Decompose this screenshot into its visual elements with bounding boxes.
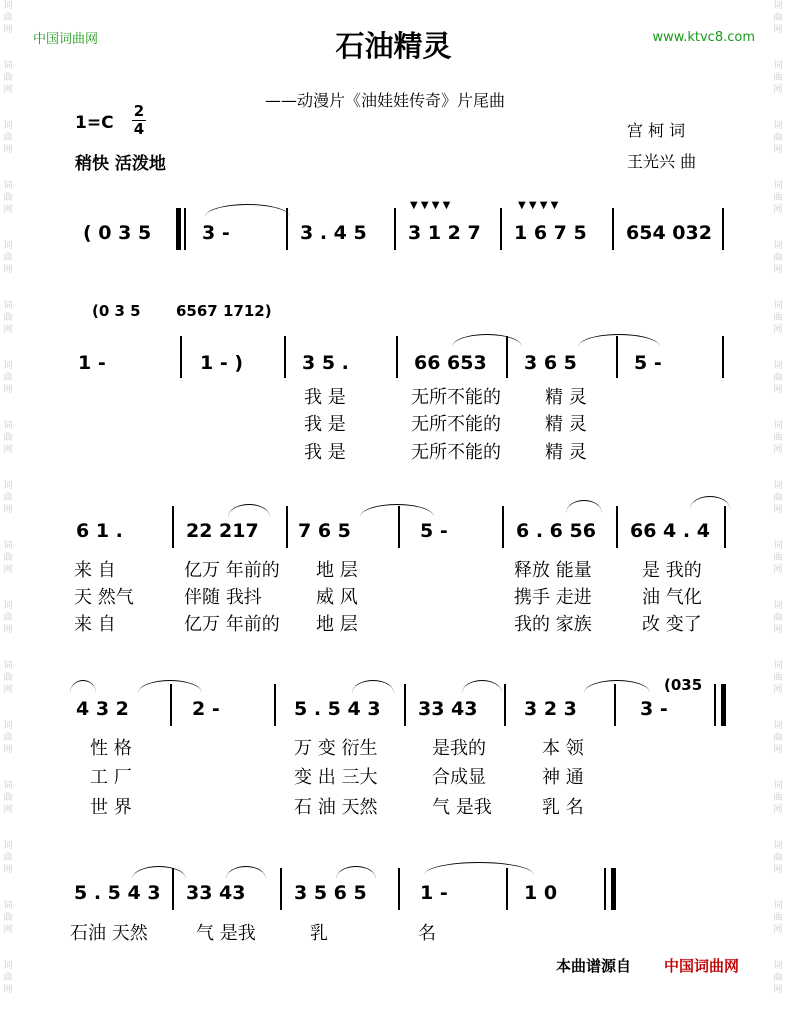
lyric-row-3-3c: 地 层	[316, 614, 358, 635]
watermark-char: 词	[773, 61, 783, 71]
barline	[724, 506, 726, 548]
key-signature: 1=C	[75, 113, 114, 133]
measure-5-1: 5 . 5 4 3	[74, 882, 161, 904]
watermark-char: 曲	[773, 493, 783, 503]
watermark-char: 曲	[773, 253, 783, 263]
watermark-gap	[772, 696, 784, 720]
watermark-char: 词	[773, 541, 783, 551]
time-top: 2	[133, 102, 145, 120]
watermark-char: 词	[773, 181, 783, 191]
watermark-char: 曲	[3, 613, 13, 623]
watermark-char: 曲	[3, 13, 13, 23]
barline	[506, 336, 508, 378]
lyric-row-4-2a: 工 厂	[90, 767, 132, 788]
watermark-gap	[2, 336, 14, 360]
watermark-char: 词	[773, 121, 783, 131]
watermark-char: 网	[3, 745, 13, 755]
watermark-char: 曲	[3, 253, 13, 263]
watermark-char: 曲	[3, 973, 13, 983]
watermark-char: 词	[3, 121, 13, 131]
measure-3-2: 22 217	[186, 520, 259, 542]
watermark-char: 词	[773, 481, 783, 491]
watermark-char: 曲	[3, 733, 13, 743]
barline	[286, 506, 288, 548]
watermark-char: 曲	[3, 493, 13, 503]
site-name-left[interactable]: 中国词曲网	[33, 32, 99, 47]
barline	[502, 506, 504, 548]
watermark-char: 曲	[3, 673, 13, 683]
lyric-row-4-2d: 神 通	[542, 767, 584, 788]
watermark-gap	[2, 696, 14, 720]
lyric-row-2-3a: 我 是	[304, 442, 346, 463]
lyric-row-5-a: 石油 天然	[70, 923, 148, 944]
composer-credit: 王光兴 曲	[627, 152, 697, 171]
barline	[172, 506, 174, 548]
barline	[616, 506, 618, 548]
watermark-gap	[2, 996, 14, 1020]
measure-2-5: 3 6 5	[524, 352, 577, 374]
slur	[226, 866, 266, 879]
watermark-gap	[2, 636, 14, 660]
watermark-char: 词	[773, 1, 783, 11]
watermark-gap	[2, 816, 14, 840]
lyric-row-3-3e: 改 变了	[642, 614, 702, 635]
watermark-gap	[772, 936, 784, 960]
lyric-row-3-2b: 伴随 我抖	[184, 587, 262, 608]
slur	[452, 334, 522, 347]
watermark-gap	[772, 876, 784, 900]
watermark-gap	[772, 756, 784, 780]
watermark-gap	[2, 456, 14, 480]
barline	[612, 208, 614, 250]
watermark-char: 网	[3, 325, 13, 335]
watermark-char: 词	[3, 361, 13, 371]
lyric-row-3-2c: 威 风	[316, 587, 358, 608]
measure-2-6: 5 -	[634, 352, 662, 374]
measure-1-5: 654 032	[626, 222, 712, 244]
watermark-char: 网	[773, 565, 783, 575]
watermark-char: 词	[3, 961, 13, 971]
watermark-char: 网	[3, 805, 13, 815]
watermark-gap	[772, 276, 784, 300]
final-bar-thin	[604, 868, 606, 910]
barline	[616, 336, 618, 378]
measure-5-2: 33 43	[186, 882, 246, 904]
watermark-char: 曲	[3, 553, 13, 563]
slur	[424, 862, 534, 875]
measure-4-3: 5 . 5 4 3	[294, 698, 381, 720]
watermark-char: 词	[773, 301, 783, 311]
watermark-char: 曲	[3, 793, 13, 803]
barline	[170, 684, 172, 726]
watermark-char: 词	[3, 601, 13, 611]
watermark-char: 网	[773, 925, 783, 935]
lyric-row-2-3c: 精 灵	[545, 442, 587, 463]
watermark-char: 词	[3, 901, 13, 911]
footer-source-label: 本曲谱源自	[556, 957, 632, 975]
repeat-bar-thin	[184, 208, 186, 250]
measure-5-3: 3 5 6 5	[294, 882, 367, 904]
watermark-char: 词	[773, 661, 783, 671]
slur	[352, 680, 394, 693]
watermark-char: 网	[773, 265, 783, 275]
time-bottom: 4	[133, 120, 145, 138]
barline	[398, 868, 400, 910]
lyric-row-2-1a: 我 是	[304, 387, 346, 408]
watermark-char: 网	[3, 85, 13, 95]
barline	[284, 336, 286, 378]
watermark-char: 网	[773, 85, 783, 95]
watermark-char: 网	[773, 325, 783, 335]
watermark-char: 网	[3, 385, 13, 395]
watermark-char: 网	[773, 445, 783, 455]
watermark-char: 网	[773, 745, 783, 755]
measure-2-1: 1 -	[78, 352, 106, 374]
watermark-gap	[2, 756, 14, 780]
repeat-bar-end-thin	[714, 684, 716, 726]
lyric-row-4-1b: 万 变 衍生	[294, 738, 378, 759]
watermark-char: 词	[773, 841, 783, 851]
slur	[336, 866, 376, 879]
slur	[70, 680, 96, 693]
song-subtitle: ——动漫片《油娃娃传奇》片尾曲	[265, 91, 506, 110]
watermark-gap	[772, 156, 784, 180]
measure-1-2: 3 . 4 5	[300, 222, 367, 244]
lyric-row-2-1c: 精 灵	[545, 387, 587, 408]
measure-3-3: 7 6 5	[298, 520, 351, 542]
lyric-row-3-1c: 地 层	[316, 560, 358, 581]
instrumental-a: (0 3 5	[92, 302, 141, 320]
watermark-char: 词	[3, 661, 13, 671]
lyric-row-3-1b: 亿万 年前的	[184, 560, 280, 581]
watermark-char: 词	[773, 601, 783, 611]
watermark-char: 网	[773, 25, 783, 35]
watermark-char: 曲	[773, 433, 783, 443]
watermark-gap	[2, 396, 14, 420]
barline	[404, 684, 406, 726]
watermark-gap	[772, 816, 784, 840]
watermark-right	[772, 0, 784, 1020]
repeat-bar-start	[176, 208, 181, 250]
site-url-right[interactable]: www.ktvc8.com	[652, 30, 755, 45]
watermark-char: 词	[3, 241, 13, 251]
watermark-gap	[772, 576, 784, 600]
watermark-left	[2, 0, 14, 1020]
measure-3-1: 6 1 .	[76, 520, 123, 542]
slur	[132, 866, 186, 879]
watermark-gap	[772, 456, 784, 480]
tempo-marking: 稍快 活泼地	[75, 154, 166, 174]
watermark-char: 词	[3, 541, 13, 551]
measure-5-4: 1 -	[420, 882, 448, 904]
lyric-row-2-2c: 精 灵	[545, 414, 587, 435]
watermark-char: 曲	[773, 73, 783, 83]
watermark-char: 网	[773, 865, 783, 875]
lyric-row-3-2e: 油 气化	[642, 587, 702, 608]
lyric-row-3-3b: 亿万 年前的	[184, 614, 280, 635]
time-signature	[132, 103, 146, 138]
watermark-char: 网	[773, 505, 783, 515]
watermark-gap	[2, 96, 14, 120]
watermark-char: 词	[3, 61, 13, 71]
watermark-char: 曲	[3, 193, 13, 203]
measure-1-4: 1 6 7 5	[514, 222, 587, 244]
watermark-char: 曲	[3, 373, 13, 383]
watermark-gap	[772, 396, 784, 420]
lyric-row-3-3d: 我的 家族	[514, 614, 592, 635]
watermark-char: 词	[3, 181, 13, 191]
lyric-row-4-3a: 世 界	[90, 797, 132, 818]
watermark-char: 网	[773, 205, 783, 215]
watermark-char: 曲	[773, 133, 783, 143]
watermark-char: 曲	[3, 313, 13, 323]
slur	[578, 334, 660, 347]
watermark-char: 网	[773, 625, 783, 635]
staccato-marks: ▼ ▼ ▼ ▼	[410, 200, 451, 211]
barline	[614, 684, 616, 726]
watermark-char: 网	[773, 145, 783, 155]
instrumental-b: 6567 1712)	[176, 302, 272, 320]
lyric-row-3-1a: 来 自	[74, 560, 116, 581]
watermark-char: 曲	[3, 73, 13, 83]
measure-3-6: 66 4 . 4	[630, 520, 710, 542]
watermark-char: 词	[773, 781, 783, 791]
measure-5-5: 1 0	[524, 882, 558, 904]
measure-4-2: 2 -	[192, 698, 220, 720]
measure-2-2: 1 - )	[200, 352, 244, 374]
watermark-char: 网	[773, 985, 783, 995]
watermark-char: 曲	[773, 913, 783, 923]
watermark-char: 词	[773, 721, 783, 731]
watermark-gap	[772, 996, 784, 1020]
lyric-row-3-1e: 是 我的	[642, 560, 702, 581]
watermark-char: 网	[773, 385, 783, 395]
lyric-row-3-3a: 来 自	[74, 614, 116, 635]
watermark-char: 曲	[773, 193, 783, 203]
slur	[584, 680, 650, 693]
watermark-char: 词	[773, 361, 783, 371]
barline	[274, 684, 276, 726]
barline	[280, 868, 282, 910]
lyric-row-4-2c: 合成显	[432, 767, 486, 788]
lyric-row-4-3d: 乳 名	[542, 797, 584, 818]
measure-1-1: 3 -	[202, 222, 230, 244]
watermark-gap	[772, 216, 784, 240]
lyric-row-5-b: 气 是我	[196, 923, 256, 944]
lyric-row-5-c: 乳	[310, 923, 328, 944]
lyric-row-2-2b: 无所不能的	[411, 414, 501, 435]
watermark-char: 词	[3, 301, 13, 311]
watermark-gap	[2, 876, 14, 900]
slur	[360, 504, 434, 517]
slur	[228, 504, 270, 517]
lyric-row-5-d: 名	[418, 923, 436, 944]
watermark-char: 词	[3, 1, 13, 11]
watermark-char: 网	[3, 25, 13, 35]
staccato-marks: ▼ ▼ ▼ ▼	[518, 200, 559, 211]
watermark-char: 网	[3, 625, 13, 635]
watermark-char: 曲	[3, 433, 13, 443]
measure-intro: ( 0 3 5	[83, 222, 152, 244]
watermark-char: 词	[3, 781, 13, 791]
watermark-gap	[2, 276, 14, 300]
final-bar	[611, 868, 616, 910]
watermark-char: 曲	[773, 973, 783, 983]
watermark-char: 网	[3, 685, 13, 695]
watermark-gap	[2, 936, 14, 960]
watermark-gap	[2, 576, 14, 600]
watermark-char: 网	[773, 685, 783, 695]
watermark-char: 网	[3, 265, 13, 275]
barline	[722, 208, 724, 250]
barline	[506, 868, 508, 910]
lyric-row-2-3b: 无所不能的	[411, 442, 501, 463]
watermark-char: 曲	[773, 313, 783, 323]
lyricist-credit: 宫 柯 词	[627, 121, 686, 140]
watermark-char: 曲	[773, 673, 783, 683]
slur	[205, 204, 290, 217]
watermark-gap	[772, 516, 784, 540]
watermark-char: 曲	[773, 553, 783, 563]
measure-4-4: 33 43	[418, 698, 478, 720]
lyric-row-4-1d: 本 领	[542, 738, 584, 759]
watermark-gap	[2, 216, 14, 240]
watermark-char: 曲	[773, 13, 783, 23]
watermark-char: 词	[3, 481, 13, 491]
lyric-row-2-2a: 我 是	[304, 414, 346, 435]
watermark-char: 网	[3, 445, 13, 455]
measure-2-4: 66 653	[414, 352, 487, 374]
lyric-row-4-3b: 石 油 天然	[294, 797, 378, 818]
song-title: 石油精灵	[335, 29, 452, 63]
watermark-char: 网	[3, 985, 13, 995]
watermark-char: 网	[3, 565, 13, 575]
watermark-char: 网	[3, 145, 13, 155]
watermark-char: 词	[773, 421, 783, 431]
barline	[394, 208, 396, 250]
measure-1-3: 3 1 2 7	[408, 222, 481, 244]
watermark-gap	[772, 96, 784, 120]
watermark-char: 词	[773, 901, 783, 911]
watermark-char: 网	[3, 505, 13, 515]
watermark-char: 曲	[773, 733, 783, 743]
slur	[462, 680, 502, 693]
barline	[398, 506, 400, 548]
measure-4-5: 3 2 3	[524, 698, 577, 720]
measure-3-5: 6 . 6 56	[516, 520, 596, 542]
barline	[172, 868, 174, 910]
watermark-char: 词	[773, 241, 783, 251]
watermark-gap	[772, 636, 784, 660]
barline	[180, 336, 182, 378]
lyric-row-3-1d: 释放 能量	[514, 560, 592, 581]
barline	[396, 336, 398, 378]
watermark-char: 网	[773, 805, 783, 815]
watermark-gap	[2, 516, 14, 540]
measure-4-1: 4 3 2	[76, 698, 129, 720]
watermark-gap	[2, 156, 14, 180]
watermark-char: 网	[3, 205, 13, 215]
barline	[286, 208, 288, 250]
watermark-char: 曲	[3, 913, 13, 923]
lyric-row-4-1a: 性 格	[90, 738, 132, 759]
watermark-char: 词	[3, 421, 13, 431]
watermark-char: 曲	[773, 793, 783, 803]
barline	[722, 336, 724, 378]
measure-4-6: 3 -	[640, 698, 668, 720]
watermark-char: 网	[3, 925, 13, 935]
measure-2-3: 3 5 .	[302, 352, 349, 374]
watermark-char: 词	[3, 721, 13, 731]
lyric-row-3-2d: 携手 走进	[514, 587, 592, 608]
watermark-gap	[772, 336, 784, 360]
barline	[500, 208, 502, 250]
lyric-row-4-3c: 气 是我	[432, 797, 492, 818]
watermark-char: 曲	[3, 133, 13, 143]
measure-3-4: 5 -	[420, 520, 448, 542]
lyric-row-4-2b: 变 出 三大	[294, 767, 378, 788]
lyric-row-3-2a: 天 然气	[74, 587, 134, 608]
lyric-row-4-1c: 是我的	[432, 738, 486, 759]
lyric-row-2-1b: 无所不能的	[411, 387, 501, 408]
watermark-char: 曲	[773, 853, 783, 863]
watermark-char: 曲	[773, 613, 783, 623]
watermark-char: 网	[3, 865, 13, 875]
instrumental-tail: (035	[664, 676, 703, 694]
slur	[566, 500, 602, 513]
watermark-char: 词	[3, 841, 13, 851]
watermark-char: 曲	[3, 853, 13, 863]
barline	[504, 684, 506, 726]
watermark-char: 曲	[773, 373, 783, 383]
repeat-bar-end	[721, 684, 726, 726]
footer-site-link[interactable]: 中国词曲网	[664, 957, 740, 975]
watermark-char: 词	[773, 961, 783, 971]
